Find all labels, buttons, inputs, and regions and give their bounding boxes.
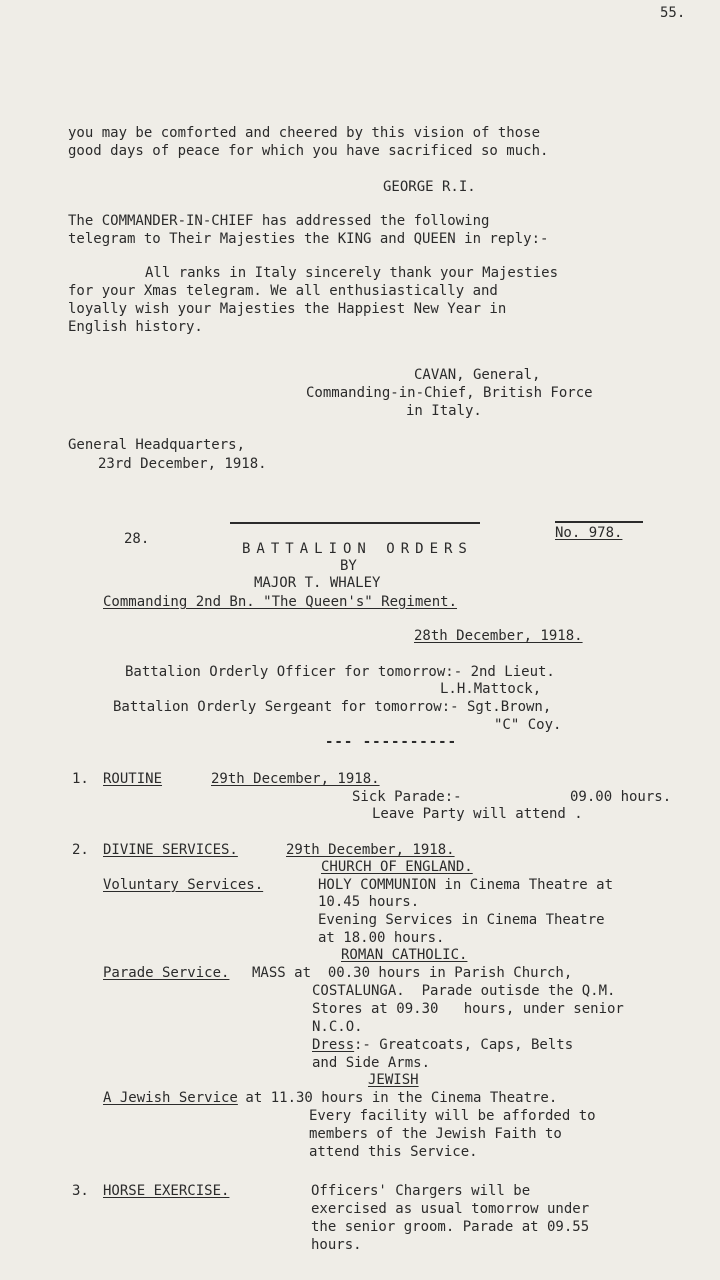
voluntary-line: 10.45 hours. [318,894,420,910]
parade-line: N.C.O. [312,1019,363,1035]
jewish-line: members of the Jewish Faith to [309,1126,562,1142]
church-of-england-heading: CHURCH OF ENGLAND. [321,859,473,875]
orderly-sergeant-coy: "C" Coy. [494,717,562,733]
orderly-officer-line: Battalion Orderly Officer for tomorrow:- 2nd Lieut. [125,664,555,680]
routine-date: 29th December, 1918. [211,771,380,787]
horse-exercise-heading: HORSE EXERCISE. [103,1183,230,1199]
voluntary-line: Evening Services in Cinema Theatre [318,912,605,928]
order-page-ref: 28. [124,531,150,547]
item-number: 1. [72,771,89,787]
jewish-service-label: A Jewish Service [103,1090,238,1106]
parade-line: COSTALUNGA. Parade outisde the Q.M. [312,983,616,999]
telegram-reply-line: for your Xmas telegram. We all enthusiastically and [68,283,498,299]
leave-party-line: Leave Party will attend . [372,806,583,822]
telegram-reply-line: loyally wish your Majesties the Happiest New Year in [68,301,507,317]
jewish-line: attend this Service. [309,1144,478,1160]
voluntary-line: HOLY COMMUNION in Cinema Theatre at [318,877,614,893]
voluntary-services-label: Voluntary Services. [103,877,264,893]
jewish-line: at 11.30 hours in the Cinema Theatre. [237,1090,558,1106]
dress-line: :- Greatcoats, Caps, Belts [354,1037,574,1053]
hq-date: 23rd December, 1918. [98,456,267,472]
routine-heading: ROUTINE [103,771,163,787]
voluntary-line: at 18.00 hours. [318,930,445,946]
sick-parade-label: Sick Parade:- [352,789,462,805]
item-number: 3. [72,1183,89,1199]
telegram-intro-line: telegram to Their Majesties the KING and QUEEN in reply:- [68,231,549,247]
parade-line: MASS at 00.30 hours in Parish Church, [252,965,573,981]
roman-catholic-heading: ROMAN CATHOLIC. [341,947,468,963]
divine-date: 29th December, 1918. [286,842,455,858]
header-rule [230,522,480,524]
telegram-reply-line: All ranks in Italy sincerely thank your Majesties [145,265,559,281]
cavan-signature-line: CAVAN, General, [414,367,541,383]
hq-line: General Headquarters, [68,437,246,453]
horse-exercise-line: hours. [311,1237,362,1253]
page-number: 55. [660,5,686,21]
dress-label: Dress [312,1037,355,1053]
letter-paragraph-line: good days of peace for which you have sacrificed so much. [68,143,549,159]
horse-exercise-line: the senior groom. Parade at 09.55 [311,1219,590,1235]
orderly-officer-name: L.H.Mattock, [440,681,542,697]
sick-parade-time: 09.00 hours. [570,789,672,805]
item-number: 2. [72,842,89,858]
divine-heading: DIVINE SERVICES. [103,842,238,858]
cavan-signature-line: Commanding-in-Chief, British Force [306,385,593,401]
orderly-sergeant-line: Battalion Orderly Sergeant for tomorrow:- Sgt.Brown, [113,699,552,715]
royal-signature: GEORGE R.I. [383,179,476,195]
telegram-intro-line: The COMMANDER-IN-CHIEF has addressed the following [68,213,490,229]
dress-line: and Side Arms. [312,1055,431,1071]
cavan-signature-line: in Italy. [406,403,482,419]
parade-service-label: Parade Service. [103,965,230,981]
horse-exercise-line: Officers' Chargers will be [311,1183,531,1199]
orders-by: BY [340,558,357,574]
jewish-line: Every facility will be afforded to [309,1108,596,1124]
order-number: No. 978. [555,525,623,541]
orders-officer: MAJOR T. WHALEY [254,575,381,591]
horse-exercise-line: exercised as usual tomorrow under [311,1201,590,1217]
parade-line: Stores at 09.30 hours, under senior [312,1001,624,1017]
telegram-reply-line: English history. [68,319,203,335]
orders-date: 28th December, 1918. [414,628,583,644]
orders-title: BATTALION ORDERS [242,541,473,557]
jewish-heading: JEWISH [368,1072,419,1088]
header-rule-right [555,521,643,523]
orders-commanding: Commanding 2nd Bn. "The Queen's" Regiment. [103,594,458,610]
letter-paragraph-line: you may be comforted and cheered by this vision of those [68,125,541,141]
section-divider: --- ---------- [325,734,458,750]
